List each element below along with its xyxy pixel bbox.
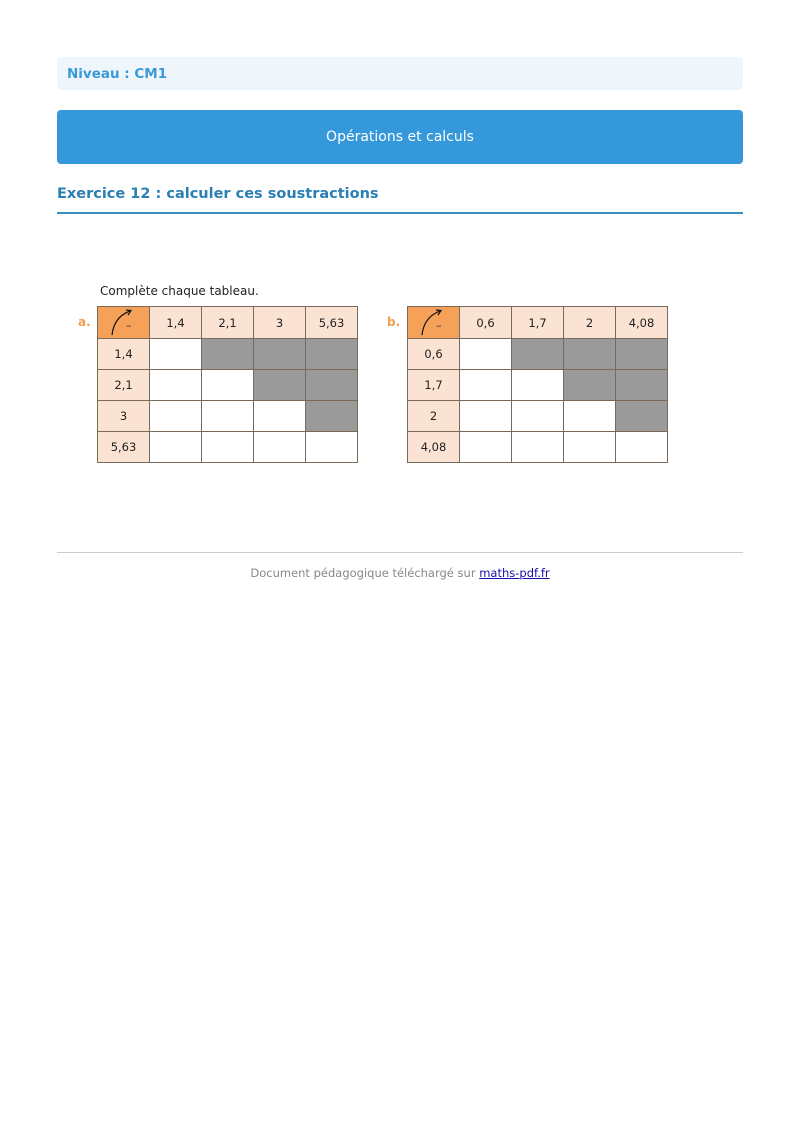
column-header: 1,7: [512, 307, 564, 339]
row-header: 2,1: [98, 370, 150, 401]
exercise-instruction: Complète chaque tableau.: [100, 284, 259, 298]
shaded-cell: [202, 339, 254, 370]
shaded-cell: [254, 339, 306, 370]
answer-cell[interactable]: [150, 401, 202, 432]
answer-cell[interactable]: [202, 401, 254, 432]
shaded-cell: [616, 370, 668, 401]
row-header: 5,63: [98, 432, 150, 463]
answer-cell[interactable]: [254, 432, 306, 463]
shaded-cell: [306, 339, 358, 370]
answer-cell[interactable]: [564, 401, 616, 432]
shaded-cell: [616, 339, 668, 370]
table-row: [408, 370, 668, 401]
shaded-cell: [564, 370, 616, 401]
row-header: 4,08: [408, 432, 460, 463]
shaded-cell: [306, 370, 358, 401]
row-header: 2: [408, 401, 460, 432]
shaded-cell: [306, 401, 358, 432]
column-header: 4,08: [616, 307, 668, 339]
level-box: [57, 57, 743, 90]
operator-cell: [98, 307, 150, 339]
footer-text: Document pédagogique téléchargé sur: [250, 566, 480, 580]
subtraction-table-b: [407, 306, 668, 463]
row-header: 1,4: [98, 339, 150, 370]
answer-cell[interactable]: [616, 432, 668, 463]
table-header-row: [408, 307, 668, 339]
column-header: 2,1: [202, 307, 254, 339]
shaded-cell: [564, 339, 616, 370]
shaded-cell: [512, 339, 564, 370]
answer-cell[interactable]: [512, 401, 564, 432]
minus-sign: –: [125, 319, 131, 332]
answer-cell[interactable]: [150, 370, 202, 401]
column-header: 0,6: [460, 307, 512, 339]
answer-cell[interactable]: [150, 432, 202, 463]
answer-cell[interactable]: [564, 432, 616, 463]
operator-cell: [408, 307, 460, 339]
column-header: 1,4: [150, 307, 202, 339]
answer-cell[interactable]: [254, 401, 306, 432]
footer: [0, 566, 800, 580]
table-row: [98, 401, 358, 432]
table-b-letter: b.: [387, 315, 401, 329]
shaded-cell: [254, 370, 306, 401]
subtraction-table-a: [97, 306, 358, 463]
table-row: [98, 370, 358, 401]
table-row: [98, 432, 358, 463]
table-header-row: [98, 307, 358, 339]
table-row: [98, 339, 358, 370]
column-header: 2: [564, 307, 616, 339]
level-label: Niveau : CM1: [67, 65, 168, 82]
column-header: 5,63: [306, 307, 358, 339]
minus-sign: –: [435, 319, 441, 332]
arrow-icon: [104, 307, 144, 338]
answer-cell[interactable]: [306, 432, 358, 463]
row-header: 3: [98, 401, 150, 432]
footer-divider: [57, 552, 743, 553]
answer-cell[interactable]: [202, 432, 254, 463]
answer-cell[interactable]: [202, 370, 254, 401]
answer-cell[interactable]: [460, 432, 512, 463]
row-header: 1,7: [408, 370, 460, 401]
table-row: [408, 401, 668, 432]
table-row: [408, 339, 668, 370]
answer-cell[interactable]: [460, 339, 512, 370]
column-header: 3: [254, 307, 306, 339]
shaded-cell: [616, 401, 668, 432]
topic-banner: [57, 110, 743, 164]
arrow-icon: [414, 307, 454, 338]
exercise-title: Exercice 12 : calculer ces soustractions: [57, 186, 379, 202]
answer-cell[interactable]: [460, 401, 512, 432]
footer-link[interactable]: maths-pdf.fr: [479, 566, 550, 580]
table-a-letter: a.: [78, 315, 91, 329]
answer-cell[interactable]: [460, 370, 512, 401]
row-header: 0,6: [408, 339, 460, 370]
answer-cell[interactable]: [150, 339, 202, 370]
title-divider: [57, 212, 743, 214]
table-row: [408, 432, 668, 463]
topic-title: Opérations et calculs: [326, 129, 474, 145]
answer-cell[interactable]: [512, 432, 564, 463]
answer-cell[interactable]: [512, 370, 564, 401]
